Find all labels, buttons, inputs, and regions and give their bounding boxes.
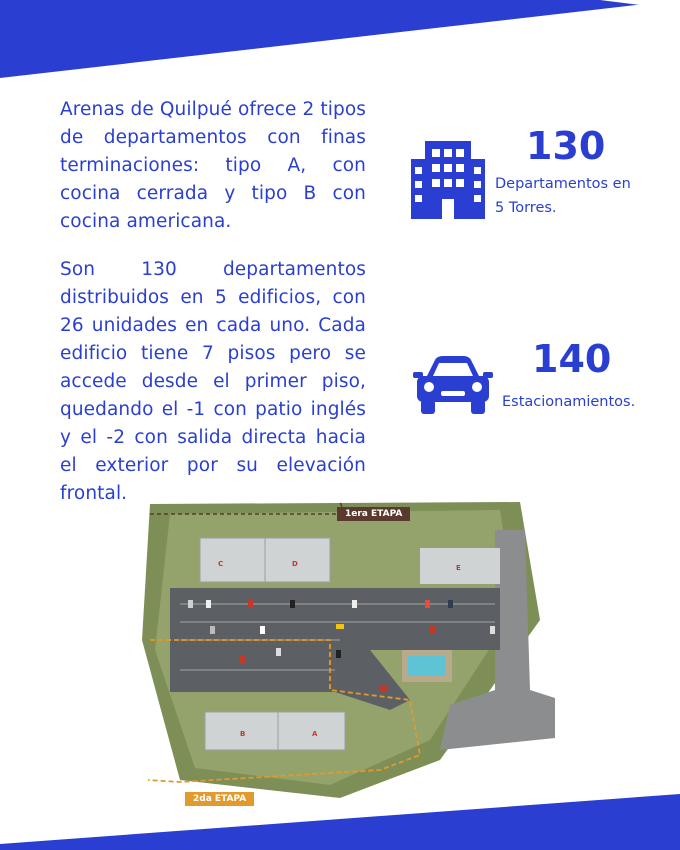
top-decorative-band [0,0,680,80]
svg-text:A: A [312,730,318,738]
svg-text:D: D [292,560,298,568]
stat-apartments-number: 130 [526,124,606,168]
stage-2-label: 2da ETAPA [185,792,254,806]
stat-parking-label: Estacionamientos. [502,394,636,410]
svg-text:C: C [218,560,224,568]
stat-parking-number: 140 [532,337,612,381]
bottom-decorative-band [0,790,680,850]
building-icon [409,139,487,221]
stat-apartments-label-2: 5 Torres. [495,200,557,216]
intro-paragraph-2: Son 130 departamentos distribuidos en 5 edificios, con 26 unidades en cada uno. Cada edificio tiene 7 pisos pero se accede desde el primer piso, quedando el -1 con patio inglés y el -2 con salida directa hacia el exterior por su elevación frontal. [60,259,366,504]
stat-apartments-label-1: Departamentos en [495,176,631,192]
stage-1-label: 1era ETAPA [337,507,410,521]
svg-text:B: B [240,730,246,738]
intro-paragraph-1: Arenas de Quilpué ofrece 2 tipos de departamentos con finas terminaciones: tipo A, con cocina cerrada y tipo B con cocina americana. [60,99,366,232]
car-icon [413,354,493,416]
site-plan-image [140,500,560,800]
svg-text:E: E [456,564,461,572]
